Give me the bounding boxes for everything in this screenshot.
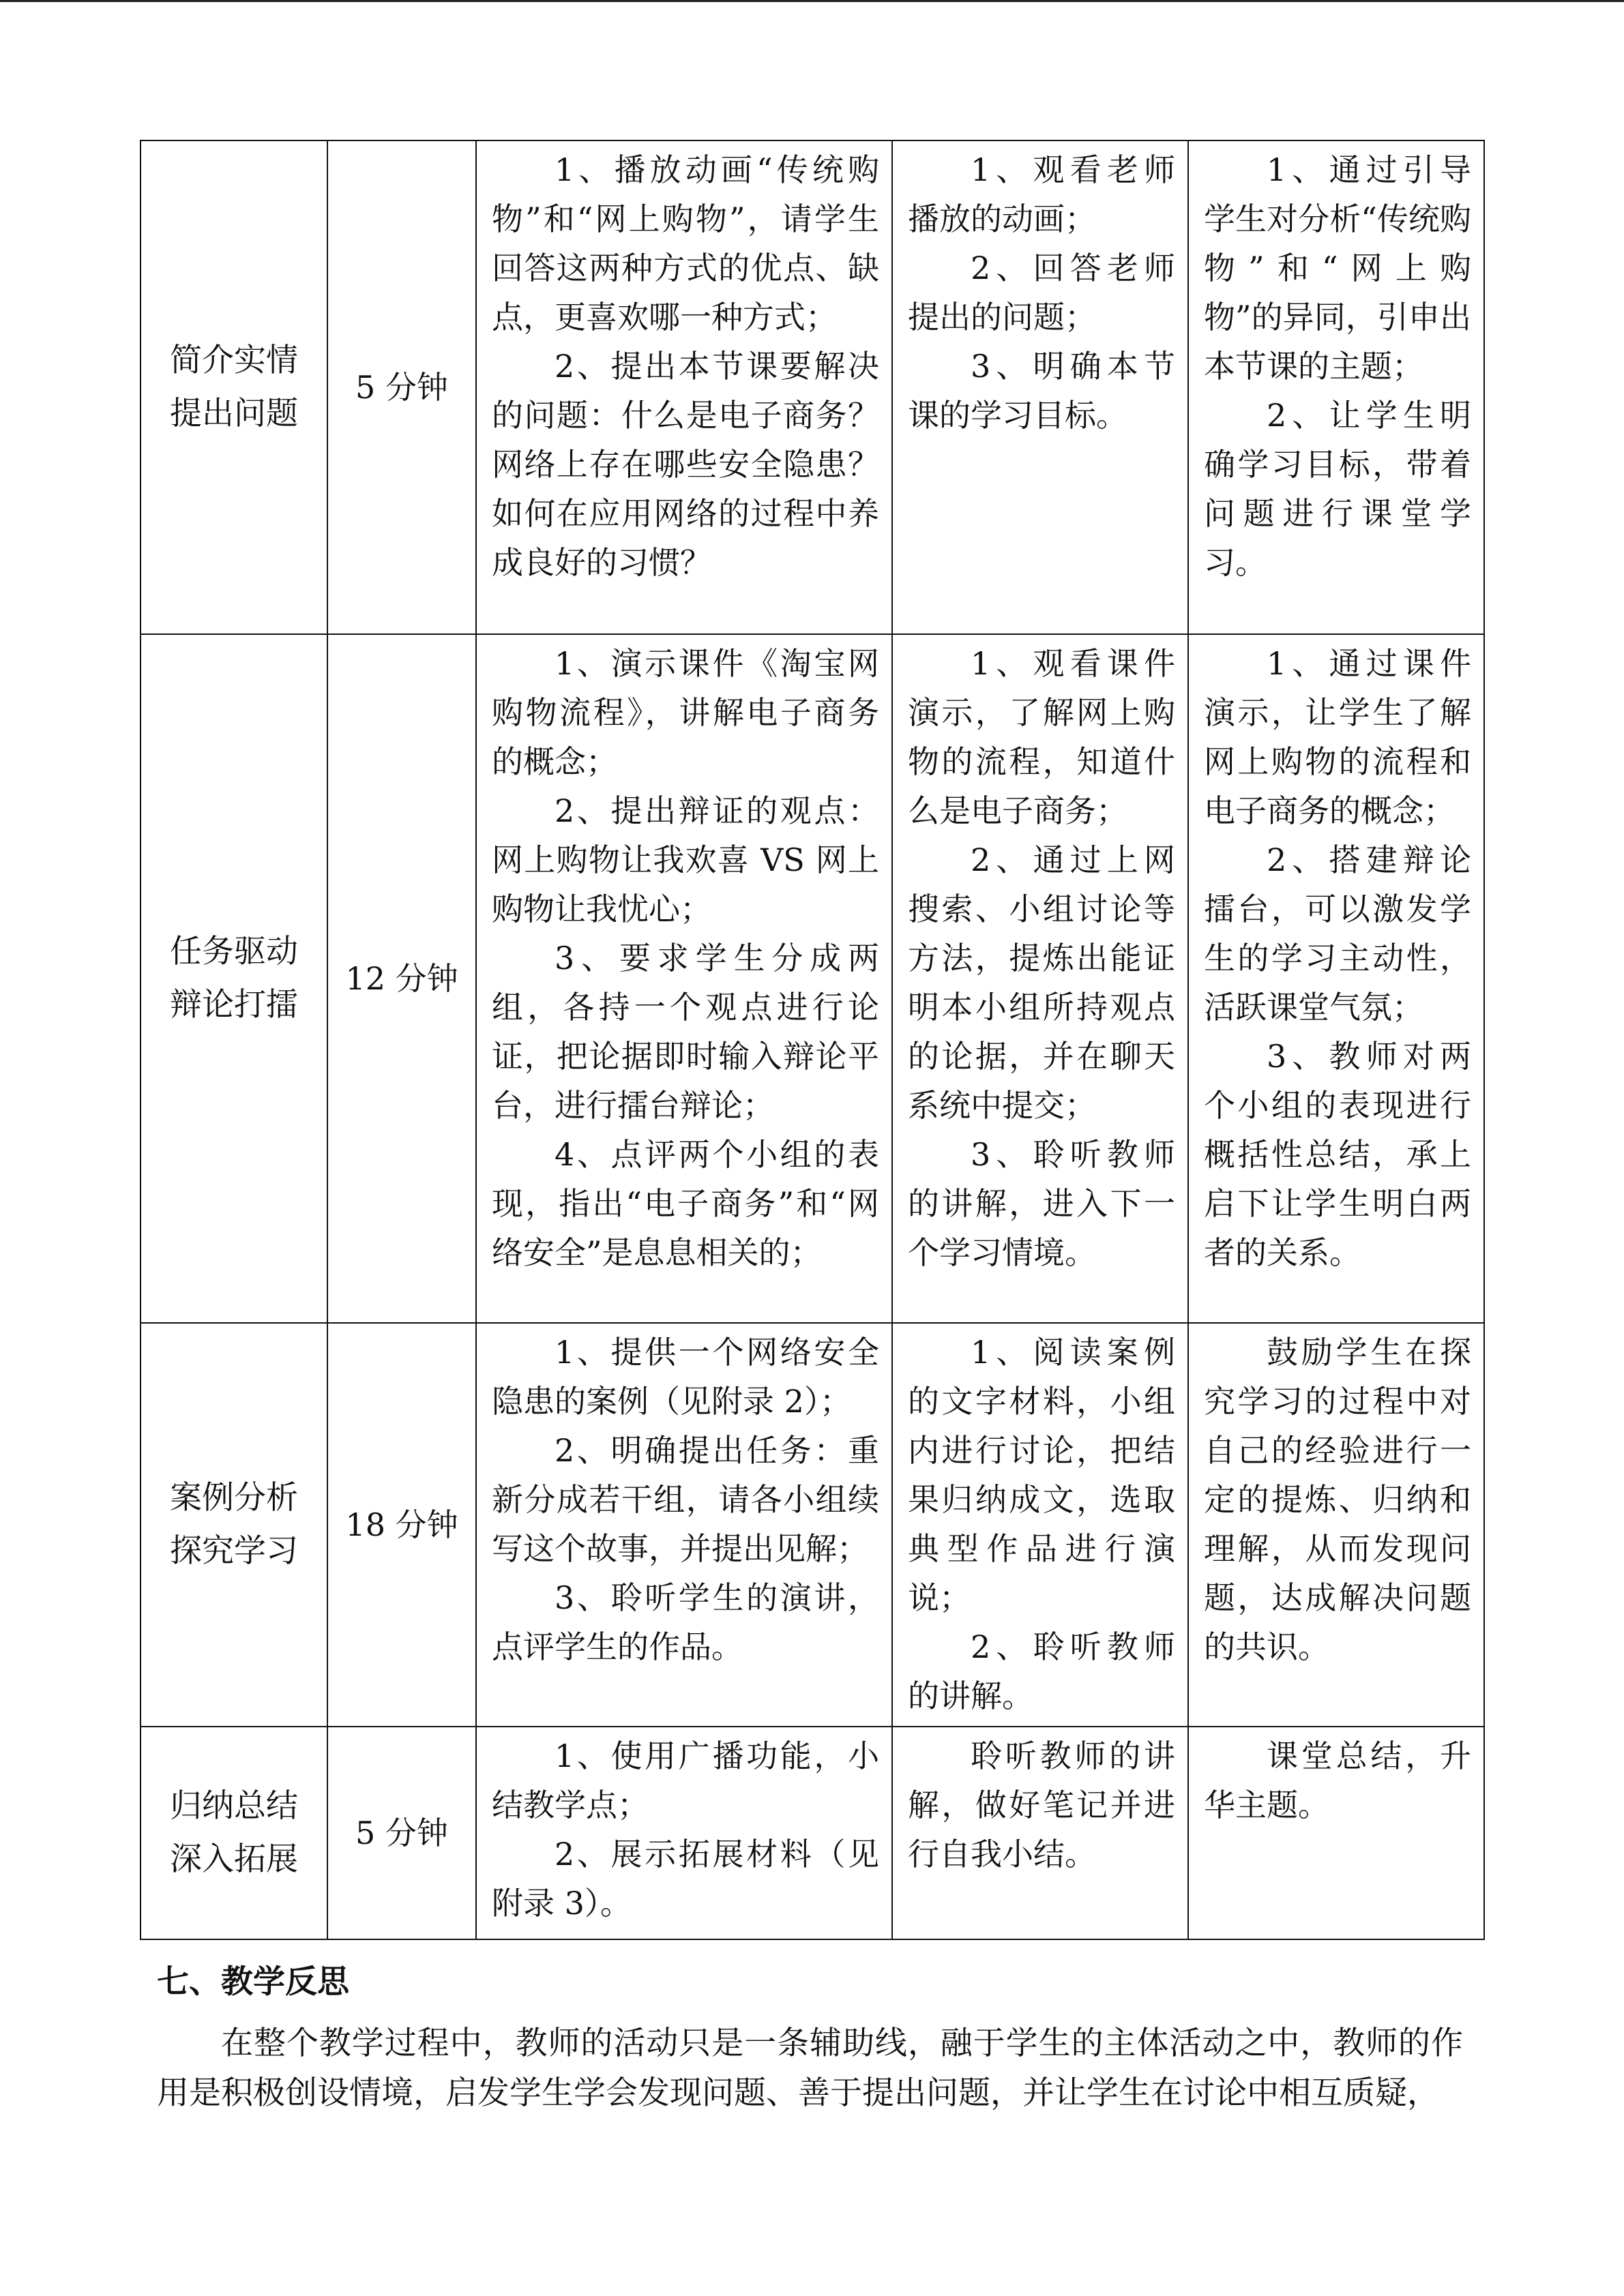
duration-text: 5 分钟 bbox=[355, 1815, 448, 1851]
time-cell bbox=[327, 1727, 476, 1939]
student-activity-cell bbox=[892, 1727, 1188, 1939]
design-intent-item: 1、通过引导学生对分析“传统购物”和“网上购物”的异同，引申出本节课的主题； bbox=[1204, 151, 1471, 385]
design-intent-item: 课堂总结，升华主题。 bbox=[1204, 1738, 1471, 1823]
design-intent-item: 2、让学生明确学习目标，带着问题进行课堂学习。 bbox=[1204, 397, 1471, 581]
stage-label-line: 提出问题 bbox=[170, 395, 298, 432]
student-activity-item: 3、明确本节课的学习目标。 bbox=[908, 348, 1175, 434]
teacher-activity-item: 3、聆听学生的演讲，点评学生的作品。 bbox=[492, 1579, 879, 1665]
student-activity-item: 3、聆听教师的讲解，进入下一个学习情境。 bbox=[908, 1136, 1175, 1271]
design-intent-cell bbox=[1188, 140, 1484, 634]
student-activity-item: 1、观看老师播放的动画； bbox=[908, 151, 1175, 237]
student-activity-cell bbox=[892, 1323, 1188, 1727]
stage-cell bbox=[141, 1323, 327, 1727]
teacher-activity-cell bbox=[476, 1727, 892, 1939]
teacher-activity-item: 1、使用广播功能，小结教学点； bbox=[492, 1738, 879, 1823]
stage-label-line: 归纳总结 bbox=[170, 1787, 298, 1825]
teacher-activity-item: 1、演示课件《淘宝网购物流程》，讲解电子商务的概念； bbox=[492, 645, 879, 780]
stage-label-line: 任务驱动 bbox=[170, 933, 298, 970]
design-intent-item: 鼓励学生在探究学习的过程中对自己的经验进行一定的提炼、归纳和理解，从而发现问题，达成解决问题的共识。 bbox=[1204, 1334, 1471, 1665]
stage-cell bbox=[141, 634, 327, 1323]
design-intent-cell bbox=[1188, 634, 1484, 1323]
student-activity-item: 2、通过上网搜索、小组讨论等方法，提炼出能证明本小组所持观点的论据，并在聊天系统中提交； bbox=[908, 841, 1175, 1124]
stage-label-line: 探究学习 bbox=[170, 1532, 298, 1570]
teacher-activity-cell bbox=[476, 140, 892, 634]
design-intent-cell bbox=[1188, 1727, 1484, 1939]
stage-label-line: 简介实情 bbox=[170, 342, 298, 379]
table-row bbox=[141, 1727, 1484, 1939]
teacher-activity-item: 3、要求学生分成两组，各持一个观点进行论证，把论据即时输入辩论平台，进行擂台辩论； bbox=[492, 940, 879, 1124]
section-heading: 七、教学反思 bbox=[157, 1963, 349, 2001]
time-cell bbox=[327, 140, 476, 634]
stage-label-line: 辩论打擂 bbox=[170, 986, 298, 1024]
design-intent-item: 3、教师对两个小组的表现进行概括性总结，承上启下让学生明白两者的关系。 bbox=[1204, 1038, 1471, 1271]
reflection-paragraph: 在整个教学过程中，教师的活动只是一条辅助线，融于学生的主体活动之中，教师的作用是积极创设情境，启发学生学会发现问题、善于提出问题，并让学生在讨论中相互质疑， bbox=[157, 2025, 1463, 2112]
teacher-activity-item: 2、提出辩证的观点：网上购物让我欢喜 VS 网上购物让我忧心； bbox=[492, 792, 879, 927]
lesson-process-table bbox=[140, 140, 1485, 1940]
stage-cell bbox=[141, 140, 327, 634]
teacher-activity-item: 1、播放动画“传统购物”和“网上购物”，请学生回答这两种方式的优点、缺点，更喜欢哪一种方式； bbox=[492, 151, 879, 336]
stage-label-line: 案例分析 bbox=[170, 1479, 298, 1517]
teacher-activity-item: 2、提出本节课要解决的问题：什么是电子商务？网络上存在哪些安全隐患？如何在应用网络的过程中养成良好的习惯？ bbox=[492, 348, 879, 581]
student-activity-item: 2、回答老师提出的问题； bbox=[908, 250, 1175, 336]
student-activity-item: 2、聆听教师的讲解。 bbox=[908, 1628, 1175, 1714]
duration-text: 18 分钟 bbox=[345, 1506, 458, 1543]
design-intent-item: 2、搭建辩论擂台，可以激发学生的学习主动性，活跃课堂气氛； bbox=[1204, 841, 1471, 1026]
student-activity-cell bbox=[892, 140, 1188, 634]
teacher-activity-cell bbox=[476, 634, 892, 1323]
teacher-activity-item: 1、提供一个网络安全隐患的案例（见附录 2）； bbox=[492, 1334, 879, 1420]
design-intent-cell bbox=[1188, 1323, 1484, 1727]
student-activity-item: 1、阅读案例的文字材料，小组内进行讨论，把结果归纳成文，选取典型作品进行演说； bbox=[908, 1334, 1175, 1616]
duration-text: 12 分钟 bbox=[345, 960, 458, 997]
table-row bbox=[141, 140, 1484, 634]
page-top-rule bbox=[0, 0, 1624, 2]
time-cell bbox=[327, 1323, 476, 1727]
stage-label-line: 深入拓展 bbox=[170, 1840, 298, 1878]
student-activity-item: 1、观看课件演示，了解网上购物的流程，知道什么是电子商务； bbox=[908, 645, 1175, 829]
teacher-activity-item: 2、展示拓展材料（见附录 3）。 bbox=[492, 1836, 879, 1922]
stage-cell bbox=[141, 1727, 327, 1939]
teacher-activity-cell bbox=[476, 1323, 892, 1727]
teacher-activity-item: 4、点评两个小组的表现，指出“电子商务”和“网络安全”是息息相关的； bbox=[492, 1136, 879, 1271]
duration-text: 5 分钟 bbox=[355, 369, 448, 406]
design-intent-item: 1、通过课件演示，让学生了解网上购物的流程和电子商务的概念； bbox=[1204, 645, 1471, 829]
table-row bbox=[141, 1323, 1484, 1727]
time-cell bbox=[327, 634, 476, 1323]
student-activity-item: 聆听教师的讲解，做好笔记并进行自我小结。 bbox=[908, 1738, 1175, 1873]
table-row bbox=[141, 634, 1484, 1323]
teacher-activity-item: 2、明确提出任务：重新分成若干组，请各小组续写这个故事，并提出见解； bbox=[492, 1432, 879, 1567]
student-activity-cell bbox=[892, 634, 1188, 1323]
